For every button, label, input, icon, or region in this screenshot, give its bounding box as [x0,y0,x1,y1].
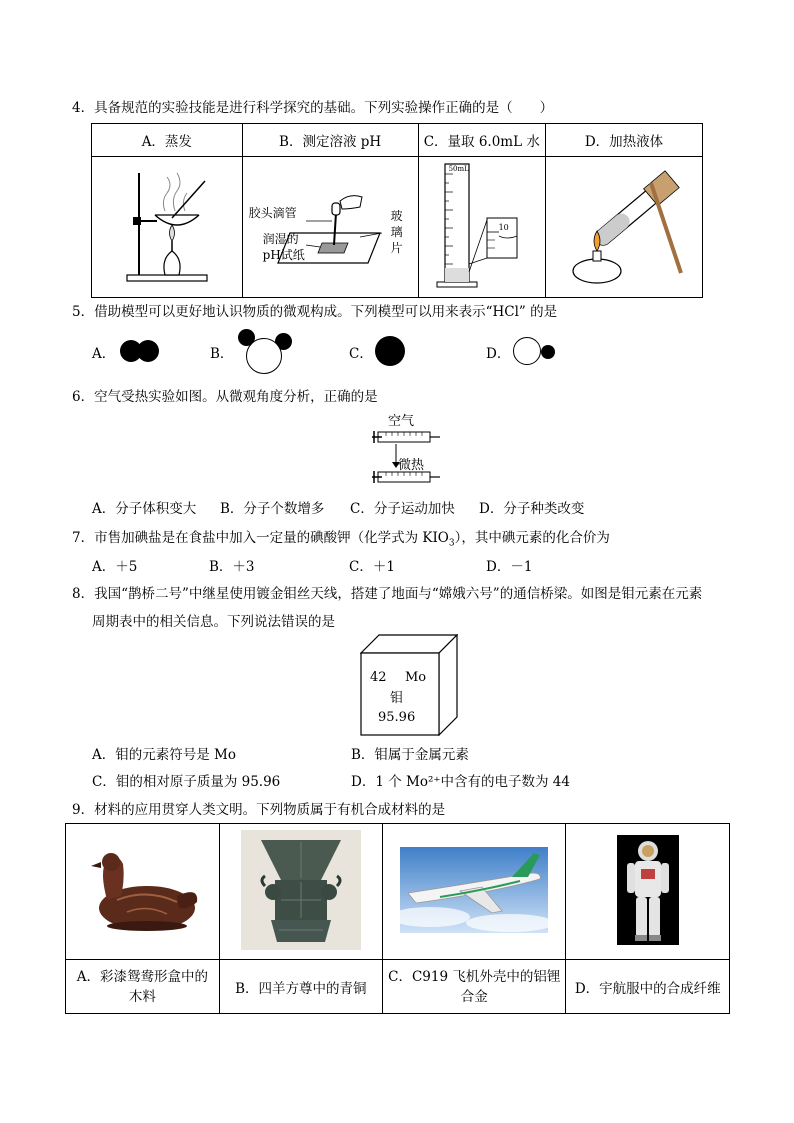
q9-image-a-duck-box [66,824,220,960]
q8-option-c: C．钼的相对原子质量为 95.96 [92,774,281,790]
zoom-label: 10 [498,223,509,232]
cylinder-top-label: 50mL [448,165,469,173]
q4-header-c: C．量取 6.0mL 水 [418,124,545,157]
q4-figure-a-evaporation [92,157,243,298]
element-number: 42 [370,670,387,685]
label-glass-1: 玻 [390,209,403,223]
model-d-atom-small [541,345,555,359]
q8-option-b: B．钼属于金属元素 [351,747,469,763]
q6-option-b: B．分子个数增多 [220,501,325,517]
q5-option-c-label: C． [349,346,373,362]
q9-caption-d-line1: D．宇航服中的合成纤维 [574,980,721,997]
model-b-atom-center [246,338,282,374]
q4-table [91,123,703,298]
q4-header-a: A．蒸发 [92,124,243,157]
spacesuit-icon [617,835,679,945]
label-dropper: 胶头滴管 [248,206,297,220]
heating-liquid-icon [559,163,689,288]
q6-option-d: D．分子种类改变 [479,501,585,517]
q7-option-d: D．－1 [486,559,533,575]
element-mass: 95.96 [378,710,416,725]
q9-caption-b [219,960,382,1014]
evaporation-apparatus-icon [117,163,217,288]
q7-stem [72,526,610,549]
measuring-cylinder-icon [427,160,537,290]
q5-option-a-label: A． [92,346,116,362]
q9-image-d-spacesuit [566,824,730,960]
q6-option-a: A．分子体积变大 [92,501,197,517]
q9-caption-c-line1: C．C919 飞机外壳中的铝锂 [388,968,561,985]
bronze-zun-icon [241,830,361,950]
q8-stem-line2: 周期表中的相关信息。下列说法错误的是 [92,614,335,630]
q7-option-a: A．＋5 [92,559,138,575]
q5-stem: 5．借助模型可以更好地认识物质的微观构成。下列模型可以用来表示“HCl” 的是 [72,304,558,320]
q9-caption-b-line1: B．四羊方尊中的青铜 [235,980,367,997]
q6-option-c: C．分子运动加快 [350,501,455,517]
q7-stem-text: 7．市售加碘盐是在食盐中加入一定量的碘酸钾（化学式为 KIO [72,530,449,546]
c919-airplane-icon [400,847,548,933]
label-air: 空气 [388,414,415,429]
q9-caption-d [566,960,730,1014]
element-name: 钼 [390,691,404,706]
model-c-atom [375,336,405,366]
lacquer-duck-box-icon [77,840,207,940]
model-d-atom-large [513,337,541,365]
q8-option-a: A．钼的元素符号是 Mo [92,747,236,763]
q9-image-c-plane [383,824,566,960]
q9-caption-a [66,960,220,1014]
q9-image-b-zun [219,824,382,960]
element-symbol: Mo [405,670,427,685]
q4-stem: 4．具备规范的实验技能是进行科学探究的基础。下列实验操作正确的是（ ） [72,100,554,116]
label-glass-3: 片 [390,241,403,255]
q7-formula-subscript: 3 [448,538,455,549]
q4-header-b: B．测定溶液 pH [242,124,418,157]
q5-option-d-label: D． [486,346,511,362]
q9-caption-a-line1: A．彩漆鸳鸯形盒中的 [76,968,208,985]
label-heat: 微热 [398,458,425,473]
q6-stem: 6．空气受热实验如图。从微观角度分析，正确的是 [72,389,378,405]
model-a-atom-2 [137,340,159,362]
q7-option-b: B．＋3 [209,559,255,575]
q9-caption-a-line2: 木料 [128,988,156,1005]
q5-option-b-label: B． [210,346,234,362]
ph-test-diagram [250,163,410,288]
q4-figure-b-ph-test [242,157,418,298]
q4-header-d: D．加热液体 [546,124,703,157]
q7-stem-end: ），其中碘元素的化合价为 [454,530,610,546]
q9-caption-c-line2: 合金 [460,988,488,1005]
q9-table [65,823,730,1014]
q7-option-c: C．＋1 [349,559,395,575]
q9-stem: 9．材料的应用贯穿人类文明。下列物质属于有机合成材料的是 [72,802,446,818]
q4-figure-c-cylinder [418,157,545,298]
label-wet: 润湿的 [262,232,299,246]
q8-stem-line1: 8．我国“鹊桥二号”中继星使用镀金钼丝天线，搭建了地面与“嫦娥六号”的通信桥梁。如图是钼元素在元素 [72,586,703,602]
q9-caption-c [383,960,566,1014]
q4-figure-d-heating [546,157,703,298]
label-ph-paper: pH试纸 [262,248,305,262]
label-glass-2: 璃 [390,225,403,239]
q8-option-d: D．1 个 Mo²⁺中含有的电子数为 44 [351,774,570,790]
